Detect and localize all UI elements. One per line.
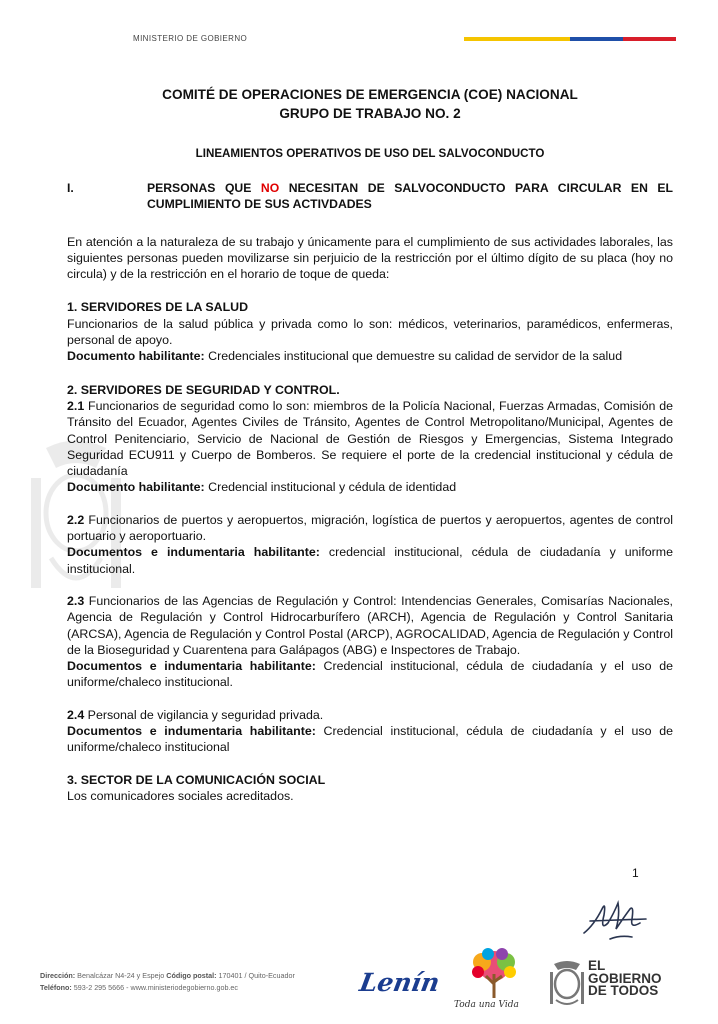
s2-item-3-number: 2.3	[67, 593, 85, 608]
footer-dir-label: Dirección:	[40, 971, 76, 980]
footer-cp-text: 170401 / Quito-Ecuador	[216, 971, 295, 980]
s2-item-3	[67, 593, 673, 658]
signature-icon	[580, 895, 652, 943]
s2-item-3-text: Funcionarios de las Agencias de Regulación y Control: Intendencias Generales, Comisarías Nacionales, Agencia de Regulación y Control Hidrocarburífero (ARCH), Agencia de Regulación y Control Sanitaria (ARCSA), Agencia de Regulación y Control Postal (ARCP), AGROCALIDAD, Agencia de Regulación y Control de la Bioseguridad y Cuarentena para Galápagos (ABG) e Inspectores de Trabajo.	[67, 593, 673, 657]
document-subtitle: LINEAMIENTOS OPERATIVOS DE USO DEL SALVOCONDUCTO	[195, 147, 545, 160]
s1-heading: 1. SERVIDORES DE LA SALUD	[67, 300, 249, 315]
s2-item-1-doc	[67, 479, 673, 495]
s2-item-2-doc-label: Documentos e indumentaria habilitante:	[67, 545, 320, 560]
s3-heading: 3. SECTOR DE LA COMUNICACIÓN SOCIAL	[67, 772, 326, 787]
gobierno-de-todos-logo	[588, 960, 662, 998]
footer-cp-label: Código postal:	[166, 971, 217, 980]
section-i-text-before: PERSONAS QUE	[147, 181, 261, 195]
flag-red-stripe	[623, 37, 676, 41]
gobierno-logo-line-3: DE TODOS	[588, 983, 659, 998]
s2-item-3-doc-text: Credencial institucional, cédula de ciudadanía y el uso de uniforme/chaleco institucional.	[67, 659, 673, 690]
section-i-intro: En atención a la naturaleza de su trabajo y únicamente para el cumplimiento de sus actividades laborales, las siguientes personas pueden movilizarse sin perjuicio de la restricción por el último dígito de su placa (hoy no circula) y de la restricción en el horario de toque de queda:	[67, 234, 673, 282]
flag-blue-stripe	[570, 37, 623, 41]
s2-item-1-number: 2.1	[67, 398, 85, 413]
footer-dir-text: Benalcázar N4-24 y Espejo	[75, 971, 167, 980]
s2-item-4-text: Personal de vigilancia y seguridad privada.	[84, 707, 324, 722]
gobierno-logo-line-2: GOBIERNO	[588, 970, 662, 986]
s2-item-4-number: 2.4	[67, 707, 85, 722]
s1-text: Funcionarios de la salud pública y privada como lo son: médicos, veterinarios, paramédicos, enfermeras, personal de apoyo.	[67, 316, 673, 348]
s2-item-1	[67, 398, 673, 479]
section-i-heading	[67, 180, 673, 213]
ecuador-seal-icon	[548, 958, 586, 1008]
toda-una-vida-logo: Toda una Vida	[454, 1000, 519, 1010]
s2-item-2-text: Funcionarios de puertos y aeropuertos, migración, logística de puertos y aeropuertos, agentes de control portuario y aeroportuario.	[67, 512, 673, 544]
tree-logo-icon	[466, 948, 522, 1002]
flag-color-bar	[464, 37, 676, 41]
lenin-logo: Lenín	[357, 968, 442, 997]
s1-doc-text: Credenciales institucional que demuestre su calidad de servidor de la salud	[204, 349, 623, 364]
s2-item-4-doc-text: Credencial institucional, cédula de ciudadanía y el uso de uniforme/chaleco institucional	[67, 724, 673, 755]
section-i-number: I.	[67, 181, 74, 195]
page-number: 1	[632, 866, 639, 880]
s2-heading: 2. SERVIDORES DE SEGURIDAD Y CONTROL.	[67, 382, 340, 397]
ministry-header: MINISTERIO DE GOBIERNO	[133, 34, 248, 43]
document-title: COMITÉ DE OPERACIONES DE EMERGENCIA (COE) NACIONAL	[162, 87, 578, 102]
s2-item-1-text: Funcionarios de seguridad como lo son: miembros de la Policía Nacional, Fuerzas Armadas, Comisión de Tránsito del Ecuador, Agentes Civiles de Tránsito, Agentes de Control Metropolitano/Municipal, Agentes de Control Penitenciario, Servicio de Nacional de Gestión de Riesgos y Emergencias, Sistema Integrado Seguridad ECU911 y Cuerpo de Bomberos. Se requiere el porte de la credencial institucional y cédula de ciudadanía	[67, 398, 673, 479]
s2-item-4-doc	[67, 723, 673, 756]
s2-item-1-doc-text: Credencial institucional y cédula de identidad	[204, 480, 457, 495]
gobierno-logo-line-1: EL	[588, 958, 606, 973]
section-i-title	[147, 180, 673, 213]
s2-item-2-number: 2.2	[67, 512, 85, 527]
s2-item-4	[67, 707, 673, 723]
footer-tel-label: Teléfono:	[40, 983, 72, 992]
s2-item-2	[67, 512, 673, 545]
s1-doc	[67, 348, 673, 364]
s1-doc-label: Documento habilitante:	[67, 349, 205, 364]
s3-text: Los comunicadores sociales acreditados.	[67, 788, 294, 803]
s2-item-3-doc	[67, 658, 673, 691]
document-title-line2: GRUPO DE TRABAJO NO. 2	[279, 106, 461, 121]
s2-item-3-doc-label: Documentos e indumentaria habilitante:	[67, 659, 316, 674]
document-body	[67, 180, 673, 804]
section-i-text-after: NECESITAN DE SALVOCONDUCTO PARA CIRCULAR EN EL CUMPLIMIENTO DE SUS ACTIVDADES	[147, 181, 673, 212]
flag-yellow-stripe	[464, 37, 570, 41]
s2-item-2-doc	[67, 544, 673, 577]
footer-tel-text: 593-2 295 5666 - www.ministeriodegobierno.gob.ec	[71, 983, 239, 992]
footer-line-2	[40, 982, 295, 994]
footer-line-1	[40, 970, 295, 982]
s2-item-4-doc-label: Documentos e indumentaria habilitante:	[67, 724, 316, 739]
footer-address	[40, 970, 295, 994]
section-i-highlight: NO	[260, 181, 280, 195]
s2-item-2-doc-text: credencial institucional, cédula de ciudadanía y uniforme institucional.	[67, 545, 673, 576]
s2-item-1-doc-label: Documento habilitante:	[67, 480, 205, 495]
